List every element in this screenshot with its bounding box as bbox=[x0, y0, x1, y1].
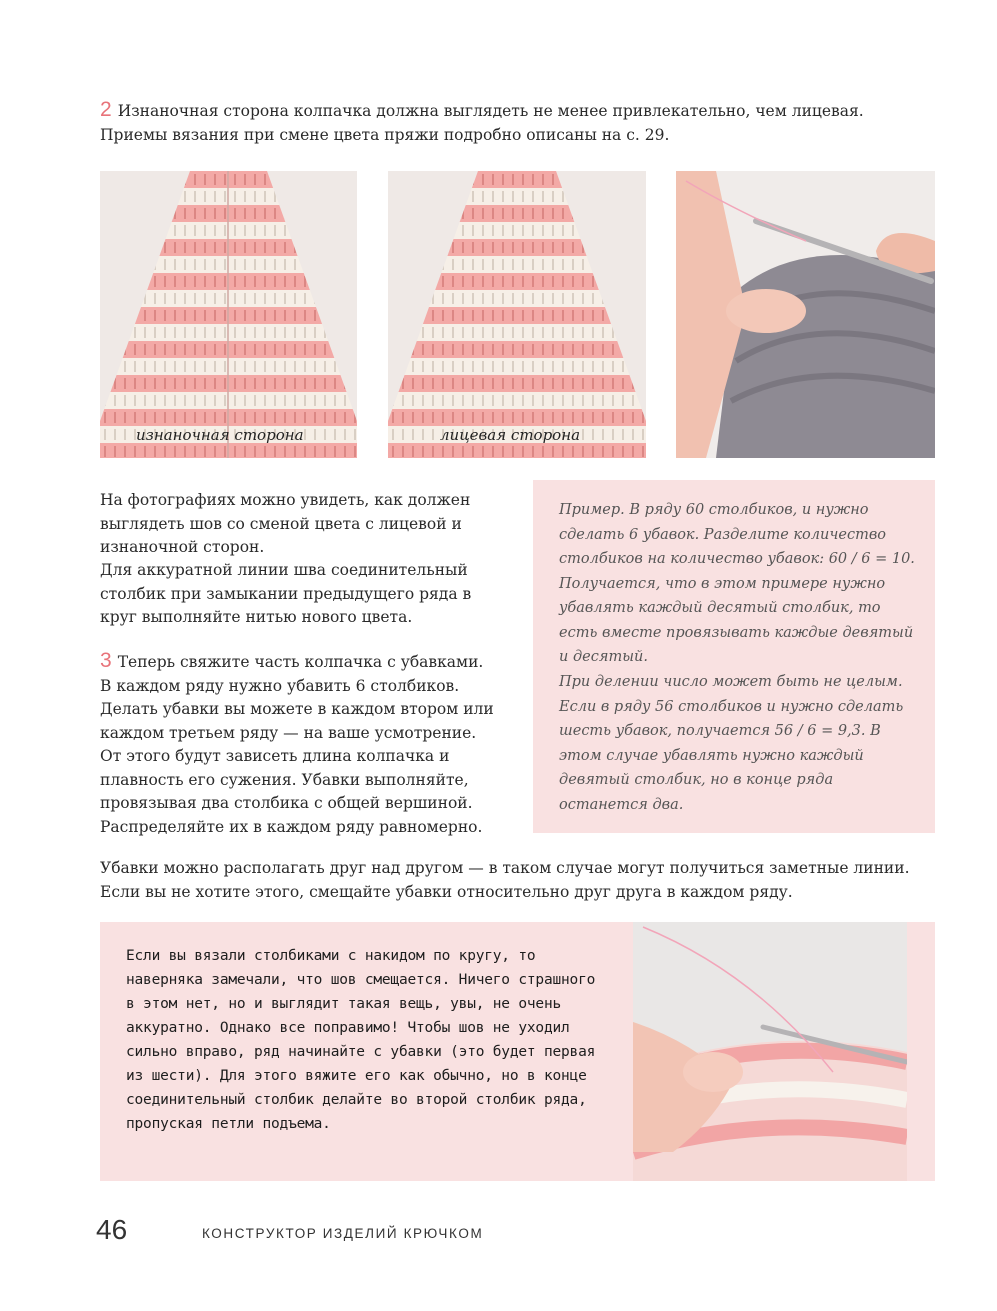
step-3-number: 3 bbox=[100, 649, 112, 672]
photo-right-side bbox=[388, 171, 646, 458]
step-2-paragraph bbox=[100, 98, 900, 147]
tip-box bbox=[100, 922, 935, 1181]
step-3-paragraph bbox=[100, 649, 495, 839]
photo-hands-grey-knitting bbox=[676, 171, 935, 458]
step-2-number: 2 bbox=[100, 98, 112, 121]
step-3-text: Теперь свяжите часть колпачка с убавками. В каждом ряду нужно убавить 6 столбиков. Делать убавки вы можете в каждом втором или каждом третьем ряду — на ваше усмотрение. От этого будут зависеть длина колпачка и плавность его сужения. Убавки выполняйте, провязывая два столбика с общей вершиной. Распределяйте их в каждом ряду равномерно. bbox=[100, 653, 494, 836]
example-text-2: При делении число может быть не целым. Если в ряду 56 столбиков и нужно сделать шесть убавок, получается 56 / 6 = 9,3. В этом случае убавлять нужно каждый девятый столбик, но в конце ряда останется два. bbox=[559, 674, 904, 813]
photo-wrong-side bbox=[100, 171, 357, 458]
intro-paragraph-1: На фотографиях можно увидеть, как должен выглядеть шов со сменой цвета с лицевой и изнаночной сторон. bbox=[100, 491, 471, 556]
intro-paragraph-2: Для аккуратной линии шва соединительный столбик при замыкании предыдущего ряда в круг выполняйте нитью нового цвета. bbox=[100, 561, 472, 626]
book-title: КОНСТРУКТОР ИЗДЕЛИЙ КРЮЧКОМ bbox=[202, 1226, 484, 1241]
step-2-text: Изнаночная сторона колпачка должна выглядеть не менее привлекательно, чем лицевая. Приемы вязания при смене цвета пряжи подробно описаны на с. 29. bbox=[100, 102, 864, 144]
tip-text: Если вы вязали столбиками с накидом по кругу, то наверняка замечали, что шов смещается. Ничего страшного в этом нет, но и выглядит такая вещь, увы, не очень аккуратно. Однако все поправимо! Чтобы шов не уходил сильно вправо, ряд начинайте с убавки (это будет первая из шести). Для этого вяжите его как обычно, но в конце соединительный столбик делайте во второй столбик ряда, пропуская петли подъема. bbox=[126, 948, 596, 1132]
page-number: 46 bbox=[96, 1214, 128, 1245]
photo-hands-pink-knitting bbox=[633, 922, 907, 1181]
note-paragraph: Убавки можно располагать друг над другом — в таком случае могут получиться заметные линии. Если вы не хотите этого, смещайте убавки относительно друг друга в каждом ряду. bbox=[100, 859, 910, 901]
example-box bbox=[533, 480, 935, 833]
caption-right-side: лицевая сторона bbox=[440, 426, 581, 444]
example-text-1: Пример. В ряду 60 столбиков, и нужно сделать 6 убавок. Разделите количество столбиков на количество убавок: 60 / 6 = 10. Получается, что в этом примере нужно убавлять каждый десятый столбик, то есть вместе провязывать каждые девятый и десятый. bbox=[559, 502, 915, 665]
caption-wrong-side: изнаночная сторона bbox=[136, 426, 304, 444]
